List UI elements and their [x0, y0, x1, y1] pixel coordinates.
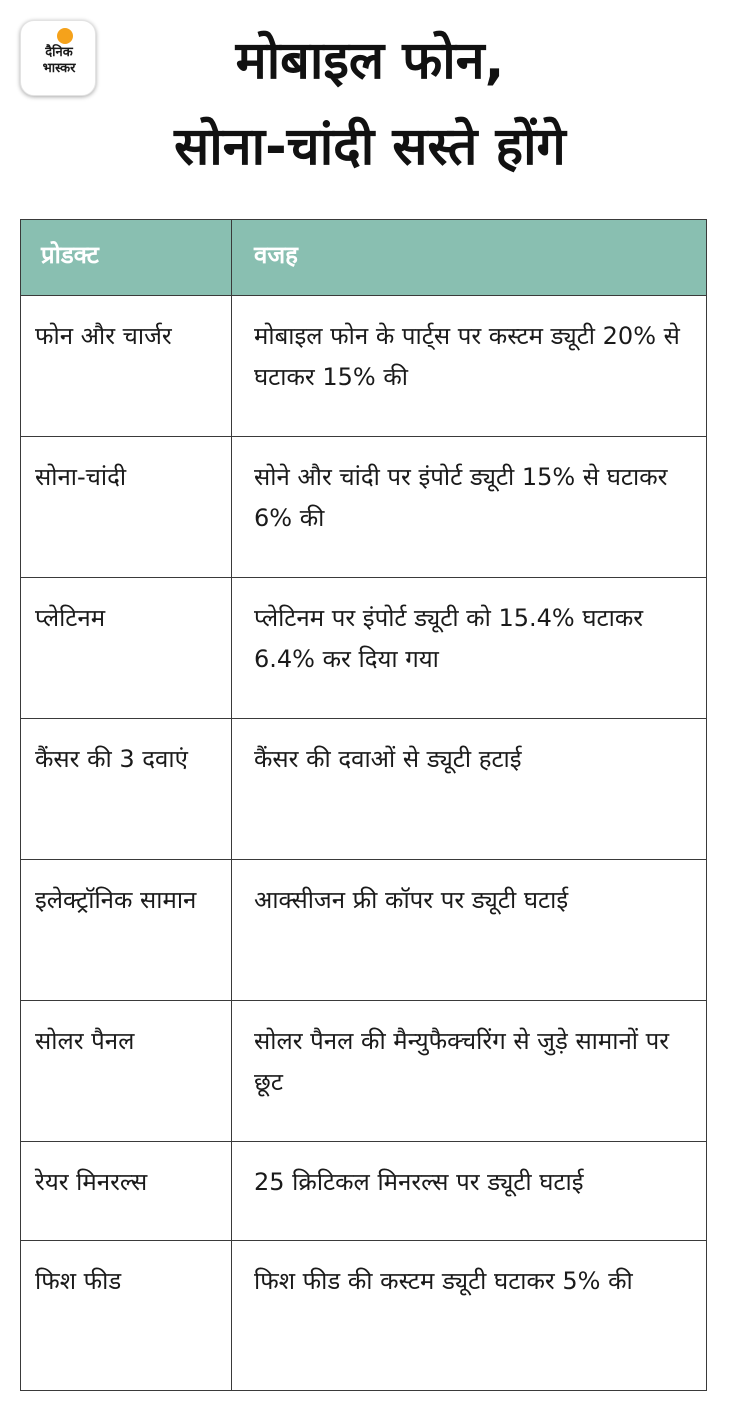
table-row	[21, 860, 707, 1001]
reason-cell: कैंसर की दवाओं से ड्यूटी हटाई	[232, 719, 707, 860]
reason-cell: फिश फीड की कस्टम ड्यूटी घटाकर 5% की	[232, 1241, 707, 1391]
column-header-reason: वजह	[232, 220, 707, 296]
table-header-row	[21, 220, 707, 296]
product-cell: फोन और चार्जर	[21, 296, 232, 437]
sun-icon	[57, 28, 73, 44]
reason-cell: प्लेटिनम पर इंपोर्ट ड्यूटी को 15.4% घटाकर 6.4% कर दिया गया	[232, 578, 707, 719]
product-cell: फिश फीड	[21, 1241, 232, 1391]
reason-cell: मोबाइल फोन के पार्ट्स पर कस्टम ड्यूटी 20% से घटाकर 15% की	[232, 296, 707, 437]
table-row	[21, 1142, 707, 1241]
product-cell: सोलर पैनल	[21, 1001, 232, 1142]
logo-text-line2: भास्कर	[42, 61, 76, 76]
product-cell: रेयर मिनरल्स	[21, 1142, 232, 1241]
reason-cell: सोने और चांदी पर इंपोर्ट ड्यूटी 15% से घटाकर 6% की	[232, 437, 707, 578]
reason-cell: आक्सीजन फ्री कॉपर पर ड्यूटी घटाई	[232, 860, 707, 1001]
reason-cell: 25 क्रिटिकल मिनरल्स पर ड्यूटी घटाई	[232, 1142, 707, 1241]
table-row	[21, 578, 707, 719]
table-row	[21, 296, 707, 437]
dainik-bhaskar-logo	[20, 20, 96, 96]
column-header-product: प्रोडक्ट	[21, 220, 232, 296]
reason-cell: सोलर पैनल की मैन्युफैक्चरिंग से जुड़े सामानों पर छूट	[232, 1001, 707, 1142]
product-cell: प्लेटिनम	[21, 578, 232, 719]
table-row	[21, 719, 707, 860]
product-cell: कैंसर की 3 दवाएं	[21, 719, 232, 860]
table-row	[21, 437, 707, 578]
logo-text-line1: दैनिक	[45, 45, 73, 60]
product-cell: सोना-चांदी	[21, 437, 232, 578]
duty-cut-table	[20, 219, 707, 1391]
page-title-line2: सोना-चांदी सस्ते होंगे	[174, 117, 566, 177]
product-cell: इलेक्ट्रॉनिक सामान	[21, 860, 232, 1001]
page-header	[0, 0, 730, 210]
page-title-line1: मोबाइल फोन,	[235, 31, 505, 91]
table-row	[21, 1241, 707, 1391]
table-row	[21, 1001, 707, 1142]
